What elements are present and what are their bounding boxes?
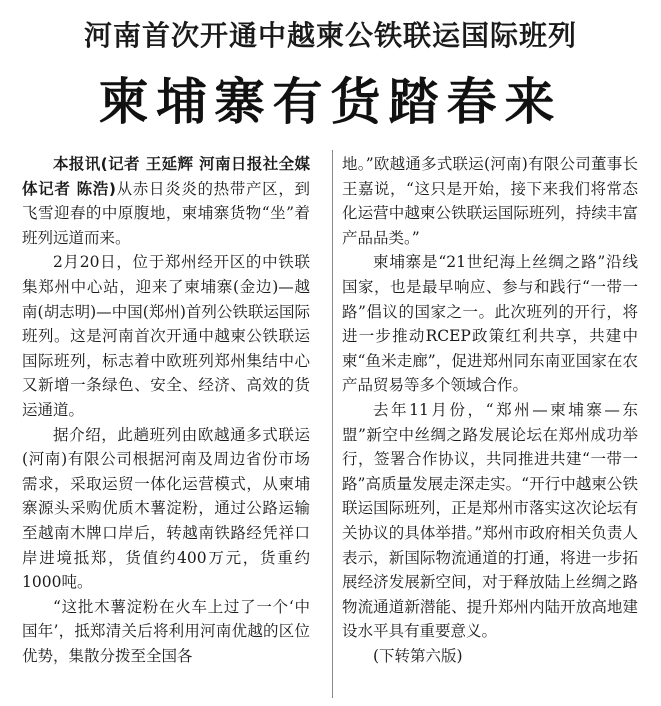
body-paragraph-continued: 地。”欧越通多式联运(河南)有限公司董事长王嘉说，“这只是开始，接下来我们将常态化运营中越柬公铁联运国际班列，持续丰富产品品类。” [342, 155, 638, 247]
lead-text: 从赤日炎炎的热带产区，到飞雪迎春的中原腹地，柬埔寨货物“坐”着班列远道而来。 [22, 179, 310, 247]
body-paragraph: 据介绍，此趟班列由欧越通多式联运(河南)有限公司根据河南及周边省份市场需求，采取运贸一体化运营模式，从柬埔寨源头采购优质木薯淀粉，通过公路运输至越南木牌口岸后，转越南铁路经凭祥口岸进境抵郑，货值约400万元，货重约1000吨。 [22, 425, 310, 592]
body-paragraph: 去年11月份，“郑州—柬埔寨—东盟”新空中丝绸之路发展论坛在郑州成功举行，签署合作协议，共同推进共建“一带一路”高质量发展走深走实。“开行中越柬公铁联运国际班列，正是郑州市落实这次论坛有关协议的具体举措。”郑州市政府相关负责人表示，新国际物流通道的打通，将进一步拓展经济发展新空间，对于释放陆上丝绸之路物流通道新潜能、提升郑州内陆开放高地建设水平具有重要意义。 [342, 400, 638, 641]
continued-note: (下转第六版) [373, 646, 463, 665]
lead-paragraph [22, 152, 310, 250]
body-paragraph: 柬埔寨是“21世纪海上丝绸之路”沿线国家，也是最早响应、参与和践行“一带一路”倡议的国家之一。此次班列的开行，将进一步推动RCEP政策红利共享，共建中柬“鱼米走廊”，促进郑州同东南亚国家在农产品贸易等多个领域合作。 [342, 253, 638, 395]
article-title: 柬埔寨有货踏春来 [98, 73, 563, 131]
body-paragraph: “这批木薯淀粉在火车上过了一个‘中国年’，抵郑清关后将利用河南优越的区位优势，集散分拨至全国各 [22, 597, 310, 665]
byline: 本报讯(记者 王延辉 河南日报社全媒体记者 陈浩) [22, 155, 310, 198]
left-column [22, 152, 310, 668]
column-divider [332, 150, 333, 698]
right-column [342, 152, 638, 668]
body-paragraph: 2月20日，位于郑州经开区的中铁联集郑州中心站，迎来了柬埔寨(金边)—越南(胡志明)—中国(郑州)首列公铁联运国际班列。这是河南首次开通中越柬公铁联运国际班列，标志着中欧班列郑州集结中心又新增一条绿色、安全、经济、高效的货运通道。 [22, 253, 310, 419]
article-subtitle: 河南首次开通中越柬公铁联运国际班列 [83, 19, 577, 52]
